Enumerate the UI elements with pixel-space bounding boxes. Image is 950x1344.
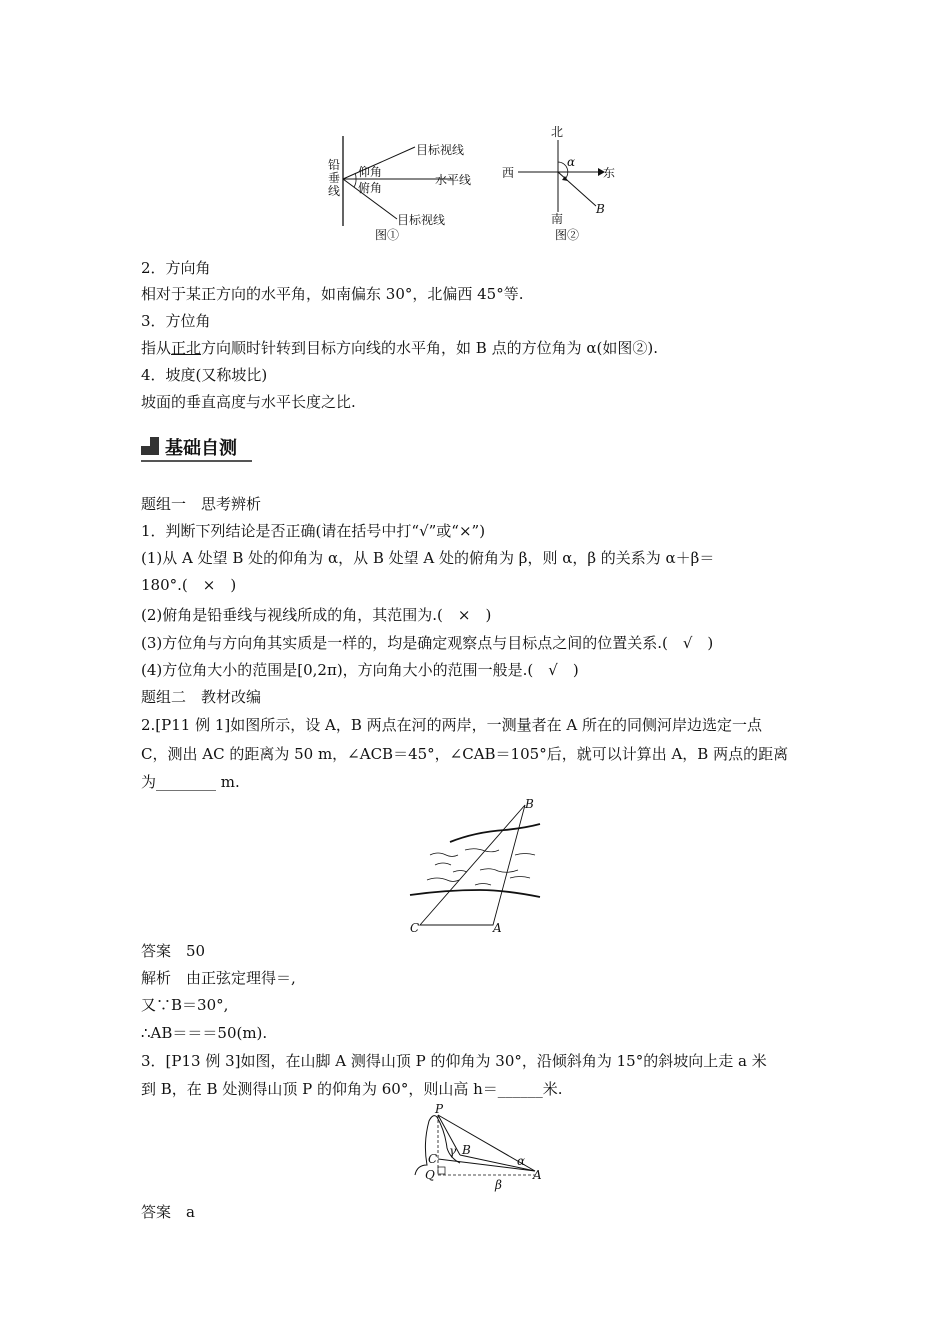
question-1-item-1b: 180°.( × ) — [141, 576, 237, 594]
solution-line-2: 又∵B＝30°, — [141, 996, 229, 1014]
mountain-alpha: α — [517, 1154, 526, 1168]
question-3-line-2: 到 B，在 B 处测得山顶 P 的仰角为 60°，则山高 h＝______米. — [141, 1080, 563, 1098]
line-direction-angle-heading: 2．方向角 — [141, 259, 211, 277]
mountain-point-p: P — [435, 1102, 444, 1116]
plumb-label-1: 铅 — [328, 158, 341, 172]
line-slope-heading: 4．坡度(又称坡比) — [141, 366, 268, 384]
figure-2-caption: 图② — [555, 228, 580, 242]
question-3-line-1: 3．[P13 例 3]如图，在山脚 A 测得山顶 P 的仰角为 30°，沿倾斜角为 15°的斜坡向上走 a 米 — [141, 1052, 767, 1070]
question-1-item-1a: (1)从 A 处望 B 处的仰角为 α，从 B 处望 A 处的俯角为 β，则 α，β 的关系为 α＋β＝ — [141, 549, 715, 567]
solution-line-1: 解析 由正弦定理得＝, — [141, 969, 296, 987]
mountain-point-q: Q — [425, 1168, 435, 1182]
line-azimuth-desc — [141, 338, 658, 358]
mountain-gamma: γ — [449, 1144, 457, 1158]
azimuth-desc-pre: 指从 — [141, 339, 172, 357]
figure-mountain — [405, 1103, 550, 1193]
section-title: 基础自测 — [165, 438, 237, 459]
question-2-line-3: 为________ m. — [141, 773, 240, 791]
question-1-item-4: (4)方位角大小的范围是[0,2π)，方向角大小的范围一般是.( √ ) — [141, 661, 579, 679]
mountain-point-c: C — [428, 1152, 438, 1166]
section-header — [141, 432, 252, 462]
east-label: 东 — [603, 166, 616, 180]
question-2-line-1: 2.[P11 例 1]如图所示，设 A，B 两点在河的两岸，一测量者在 A 所在的同侧河岸边选定一点 — [141, 716, 763, 734]
line-azimuth-heading: 3．方位角 — [141, 312, 211, 330]
question-2-line-2: C，测出 AC 的距离为 50 m，∠ACB＝45°，∠CAB＝105°后，就可以计算出 A，B 两点的距离 — [141, 745, 789, 763]
answer-3: 答案 a — [141, 1203, 195, 1221]
river-point-c: C — [410, 921, 420, 935]
sight-line-up-label: 目标视线 — [416, 143, 465, 157]
river-point-a: A — [493, 921, 502, 935]
alpha-label: α — [567, 155, 576, 169]
group-1-heading: 题组一 思考辨析 — [141, 495, 262, 513]
line-direction-angle-desc: 相对于某正方向的水平角，如南偏东 30°，北偏西 45°等. — [141, 285, 524, 303]
figure-river — [405, 797, 555, 935]
solution-line-3: ∴AB＝＝＝50(m). — [141, 1024, 268, 1042]
horizontal-line-label: 水平线 — [435, 173, 472, 187]
question-1-item-3: (3)方位角与方向角其实质是一样的，均是确定观察点与目标点之间的位置关系.( √ ) — [141, 634, 714, 652]
mountain-point-b: B — [462, 1143, 471, 1157]
group-2-heading: 题组二 教材改编 — [141, 688, 262, 706]
figure-1-caption: 图① — [375, 228, 400, 242]
north-label: 北 — [551, 125, 564, 139]
plumb-label-2: 垂 — [328, 171, 341, 185]
question-1-item-2: (2)俯角是铅垂线与视线所成的角，其范围为.( × ) — [141, 606, 492, 624]
elevation-angle-label: 仰角 — [358, 165, 383, 179]
figure-elevation-depression — [325, 126, 485, 244]
azimuth-desc-underline: 正北 — [171, 339, 202, 357]
sight-line-down-label: 目标视线 — [397, 213, 446, 227]
question-1-stem: 1．判断下列结论是否正确(请在括号中打“√”或“×”) — [141, 522, 486, 540]
plumb-label-3: 线 — [328, 184, 341, 198]
line-slope-desc: 坡面的垂直高度与水平长度之比. — [141, 393, 356, 411]
mountain-point-a: A — [533, 1168, 542, 1182]
answer-2: 答案 50 — [141, 942, 206, 960]
south-label: 南 — [551, 212, 564, 226]
point-b-label: B — [596, 202, 605, 216]
west-label: 西 — [502, 166, 515, 180]
figure-azimuth — [498, 122, 628, 244]
azimuth-desc-post: 方向顺时针转到目标方向线的水平角，如 B 点的方位角为 α(如图②). — [201, 339, 658, 357]
depression-angle-label: 俯角 — [358, 181, 383, 195]
mountain-beta: β — [495, 1178, 502, 1192]
river-point-b: B — [525, 797, 534, 811]
